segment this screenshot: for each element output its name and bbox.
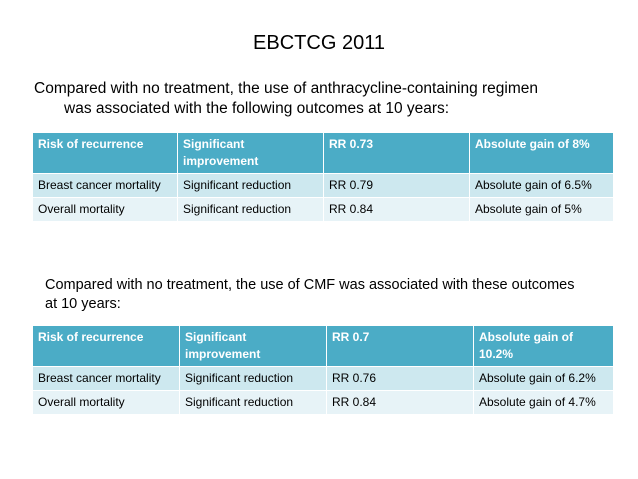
table-row bbox=[33, 174, 614, 198]
table-cell: Absolute gain of 6.2% bbox=[474, 367, 614, 391]
table-cell: Breast cancer mortality bbox=[33, 174, 178, 198]
table-cell: Overall mortality bbox=[33, 198, 178, 222]
table-cell: Significant reduction bbox=[180, 367, 327, 391]
table-cell: Risk of recurrence bbox=[33, 133, 178, 174]
table-row bbox=[33, 133, 614, 174]
cmf-intro-text bbox=[45, 276, 605, 314]
table-cell: Significant reduction bbox=[180, 391, 327, 415]
table-cell: Absolute gain of 10.2% bbox=[474, 326, 614, 367]
table-cell: Significant improvement bbox=[178, 133, 324, 174]
table-cell: Breast cancer mortality bbox=[33, 367, 180, 391]
anthracycline-outcomes-table bbox=[32, 132, 614, 222]
table-cell: Absolute gain of 6.5% bbox=[470, 174, 614, 198]
anthracycline-intro-text bbox=[34, 79, 594, 119]
table-row bbox=[33, 391, 614, 415]
slide-title: EBCTCG 2011 bbox=[253, 32, 385, 54]
table-cell: Significant reduction bbox=[178, 198, 324, 222]
table-cell: Absolute gain of 8% bbox=[470, 133, 614, 174]
table-cell: Absolute gain of 5% bbox=[470, 198, 614, 222]
intro2-line2: at 10 years: bbox=[45, 296, 121, 312]
table-row bbox=[33, 367, 614, 391]
cmf-outcomes-table bbox=[32, 325, 614, 415]
table-cell: RR 0.79 bbox=[324, 174, 470, 198]
table-row bbox=[33, 198, 614, 222]
table-cell: Significant improvement bbox=[180, 326, 327, 367]
table-cell: RR 0.73 bbox=[324, 133, 470, 174]
table-cell: RR 0.76 bbox=[327, 367, 474, 391]
intro1-line2: was associated with the following outcomes at 10 years: bbox=[64, 100, 450, 117]
table-cell: RR 0.84 bbox=[324, 198, 470, 222]
table-cell: Overall mortality bbox=[33, 391, 180, 415]
table-cell: Absolute gain of 4.7% bbox=[474, 391, 614, 415]
intro1-line1: Compared with no treatment, the use of anthracycline-containing regimen bbox=[34, 80, 539, 97]
table-row bbox=[33, 326, 614, 367]
table-cell: Risk of recurrence bbox=[33, 326, 180, 367]
table-cell: Significant reduction bbox=[178, 174, 324, 198]
table-cell: RR 0.7 bbox=[327, 326, 474, 367]
table-cell: RR 0.84 bbox=[327, 391, 474, 415]
intro2-line1: Compared with no treatment, the use of CMF was associated with these outcomes bbox=[45, 277, 575, 293]
